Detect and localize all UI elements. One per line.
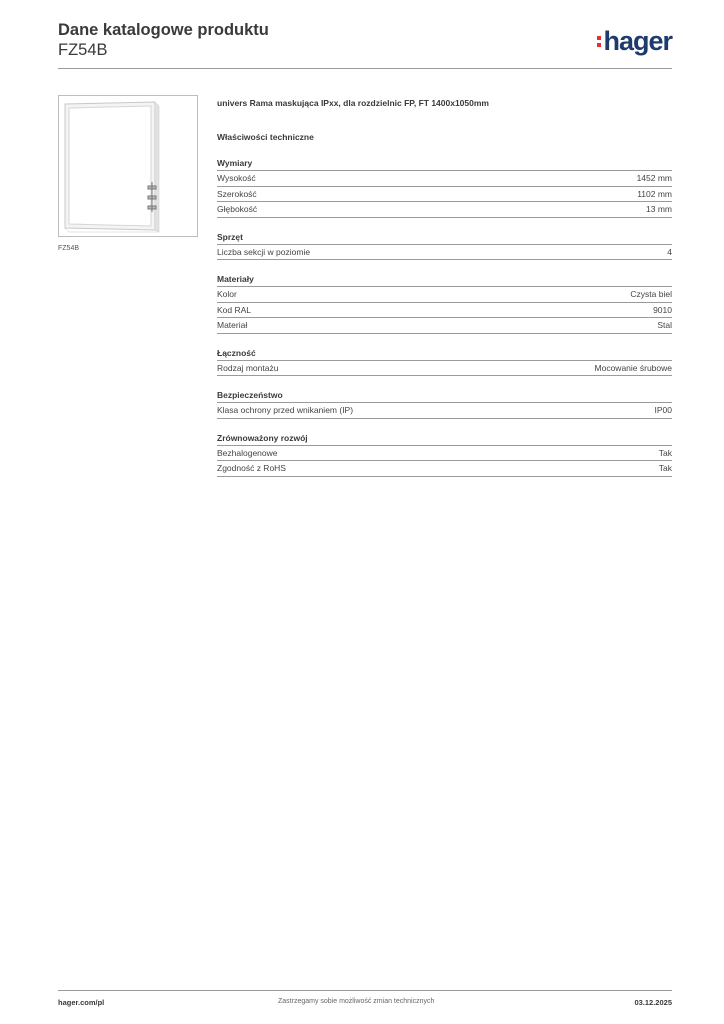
spec-row — [217, 287, 672, 303]
spec-value: 13 mm — [646, 204, 672, 214]
section-dimensions — [217, 156, 672, 218]
hager-logo — [597, 26, 672, 56]
technical-properties-title: Właściwości techniczne — [217, 132, 314, 142]
spec-row — [217, 361, 672, 377]
footer-divider — [58, 990, 672, 991]
disclaimer: Zastrzegamy sobie możliwość zmian technicznych — [278, 998, 435, 1005]
spec-value: 4 — [667, 246, 672, 257]
spec-value: 1102 mm — [637, 188, 672, 199]
spec-value: IP00 — [654, 405, 672, 415]
spec-row — [217, 318, 672, 334]
logo-dots-icon — [597, 36, 601, 47]
website-link[interactable]: hager.com/pl — [58, 998, 105, 1007]
spec-label: Kod RAL — [217, 304, 252, 315]
image-caption: FZ54B — [58, 245, 80, 252]
spec-row — [217, 245, 672, 261]
spec-label: Szerokość — [217, 188, 257, 199]
product-code: FZ54B — [58, 41, 108, 59]
spec-value: Tak — [658, 447, 672, 458]
page-header — [58, 20, 672, 60]
spec-row — [217, 403, 672, 419]
spec-value: Tak — [658, 463, 672, 473]
section-title: Materiały — [217, 272, 672, 287]
spec-row — [217, 202, 672, 218]
spec-row — [217, 446, 672, 462]
product-description: univers Rama maskująca IPxx, dla rozdzielnic FP, FT 1400x1050mm — [217, 98, 489, 108]
spec-row — [217, 303, 672, 319]
spec-label: Materiał — [217, 320, 248, 330]
document-date: 03.12.2025 — [634, 998, 672, 1007]
spec-value: Stal — [657, 320, 672, 330]
spec-value: Czysta biel — [630, 289, 672, 299]
spec-row — [217, 171, 672, 187]
spec-label: Głębokość — [217, 204, 258, 214]
spec-value: 9010 — [653, 304, 672, 315]
spec-row — [217, 461, 672, 477]
spec-value: 1452 mm — [636, 173, 672, 183]
spec-label: Kolor — [217, 289, 237, 299]
product-image — [58, 95, 198, 237]
spec-label: Bezhalogenowe — [217, 447, 278, 458]
spec-label: Wysokość — [217, 173, 256, 183]
section-equipment — [217, 230, 672, 261]
section-title: Sprzęt — [217, 230, 672, 245]
section-title: Wymiary — [217, 156, 672, 171]
section-title: Łączność — [217, 346, 672, 361]
section-connectivity — [217, 346, 672, 377]
spec-label: Liczba sekcji w poziomie — [217, 246, 311, 257]
section-materials — [217, 272, 672, 334]
document-title: Dane katalogowe produktu — [58, 21, 269, 39]
spec-label: Zgodność z RoHS — [217, 463, 286, 473]
spec-row — [217, 187, 672, 203]
spec-sheet — [217, 96, 672, 477]
section-title: Bezpieczeństwo — [217, 388, 672, 403]
section-title: Zrównoważony rozwój — [217, 431, 672, 446]
section-safety — [217, 388, 672, 419]
spec-label: Klasa ochrony przed wnikaniem (IP) — [217, 405, 354, 415]
logo-text: hager — [603, 25, 672, 56]
spec-value: Mocowanie śrubowe — [594, 362, 672, 373]
spec-label: Rodzaj montażu — [217, 362, 279, 373]
section-sustainability — [217, 431, 672, 477]
header-divider — [58, 68, 672, 69]
